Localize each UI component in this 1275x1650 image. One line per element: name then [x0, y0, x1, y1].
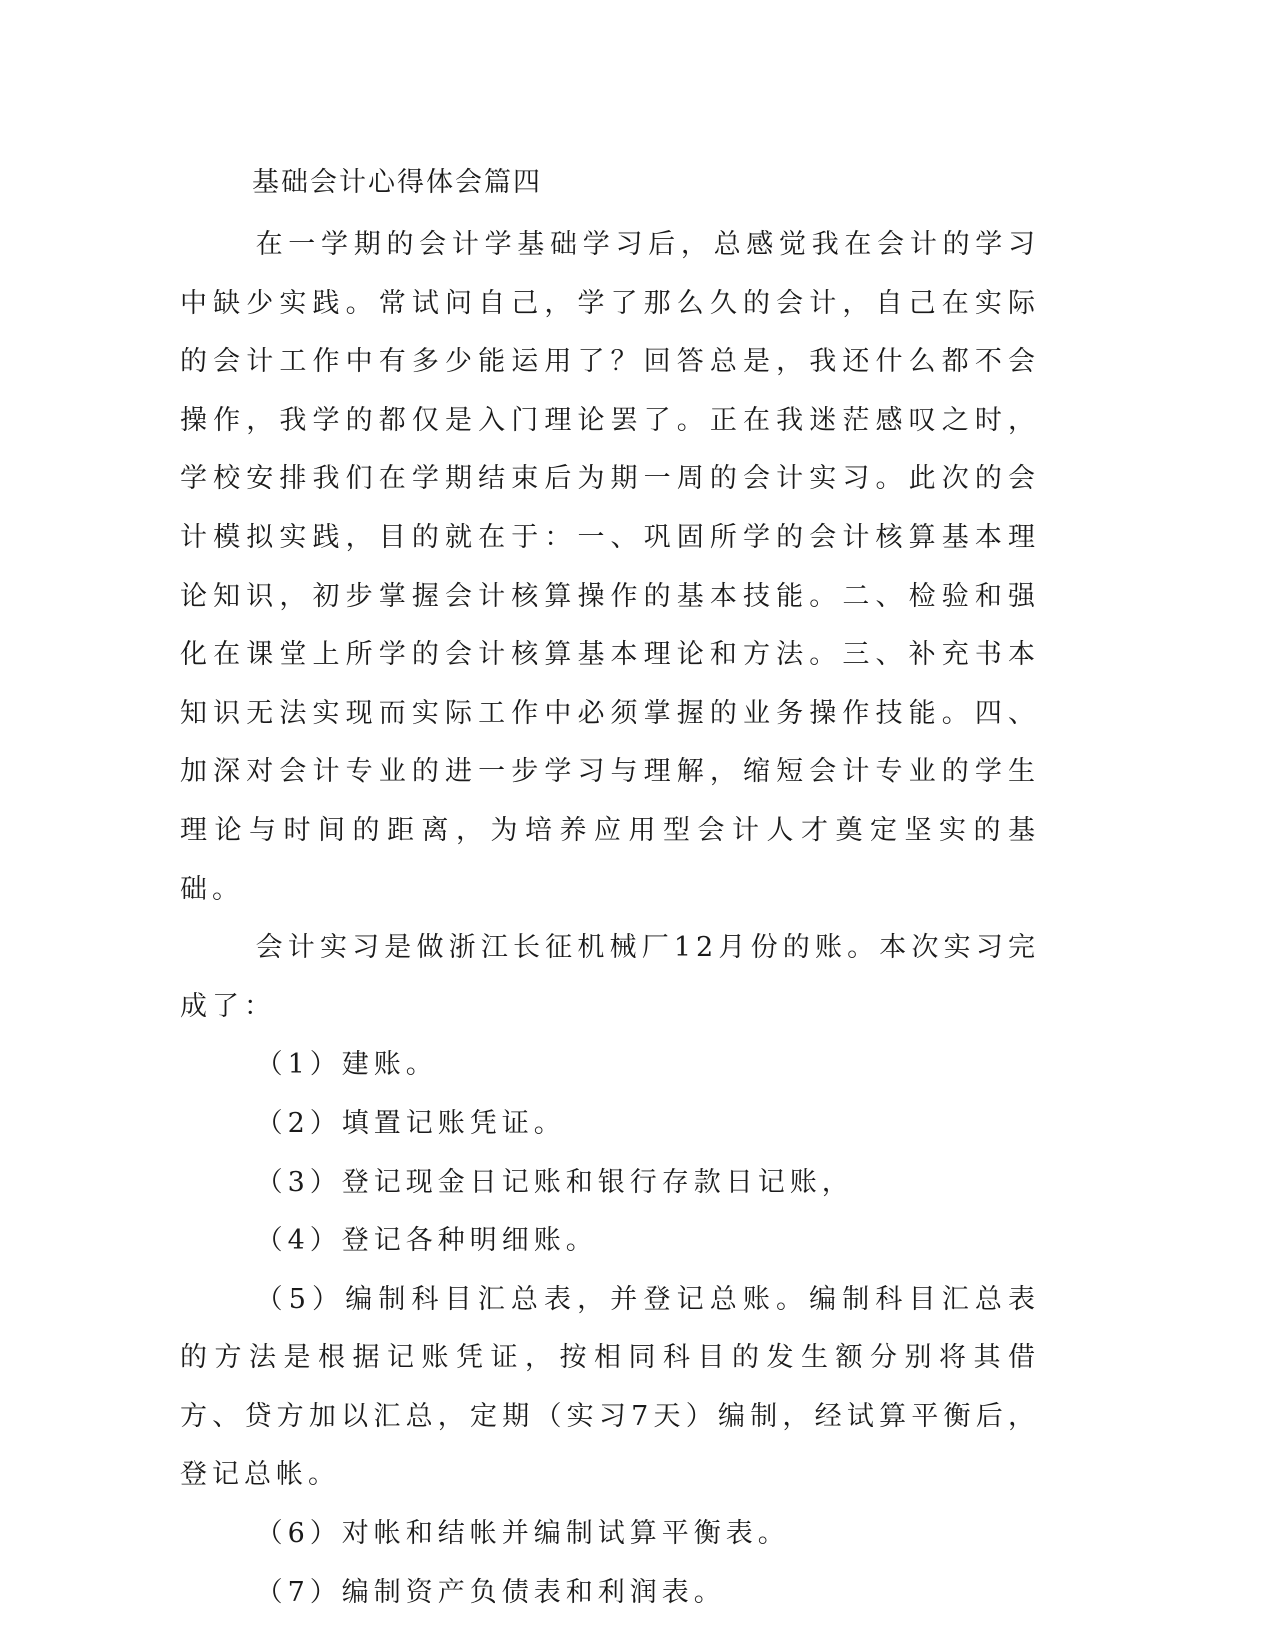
list-item-6: （6）对帐和结帐并编制试算平衡表。 [255, 1518, 790, 1550]
list-item-3: （3）登记现金日记账和银行存款日记账， [255, 1166, 854, 1198]
list-item-7: （7）编制资产负债表和利润表。 [255, 1576, 726, 1608]
list-item-2: （2）填置记账凭证。 [255, 1107, 566, 1139]
paragraph-intro: 在一学期的会计学基础学习后，总感觉我在会计的学习中缺少实践。常试问自己，学了那么久的会计，自己在实际的会计工作中有多少能运用了？回答总是，我还什么都不会操作，我学的都仅是入门理论罢了。正在我迷茫感叹之时，学校安排我们在学期结束后为期一周的会计实习。此次的会计模拟实践，目的就在于：一、巩固所学的会计核算基本理论知识，初步掌握会计核算操作的基本技能。二、检验和强化在课堂上所学的会计核算基本理论和方法。三、补充书本知识无法实现而实际工作中必须掌握的业务操作技能。四、加深对会计专业的进一步学习与理解，缩短会计专业的学生理论与时间的距离，为培养应用型会计人才奠定坚实的基础。 [180, 229, 1040, 905]
paragraph-summary: 会计实习是做浙江长征机械厂12月份的账。本次实习完成了： [180, 932, 1040, 1022]
document-title: 基础会计心得体会篇四 [252, 167, 542, 198]
list-item-5: （5）编制科目汇总表，并登记总账。编制科目汇总表的方法是根据记账凭证，按相同科目的发生额分别将其借方、贷方加以汇总，定期（实习7天）编制，经试算平衡后，登记总帐。 [180, 1283, 1040, 1491]
list-item-1: （1）建账。 [255, 1049, 438, 1081]
document-body [180, 216, 1040, 1622]
list-item-4: （4）登记各种明细账。 [255, 1225, 598, 1257]
